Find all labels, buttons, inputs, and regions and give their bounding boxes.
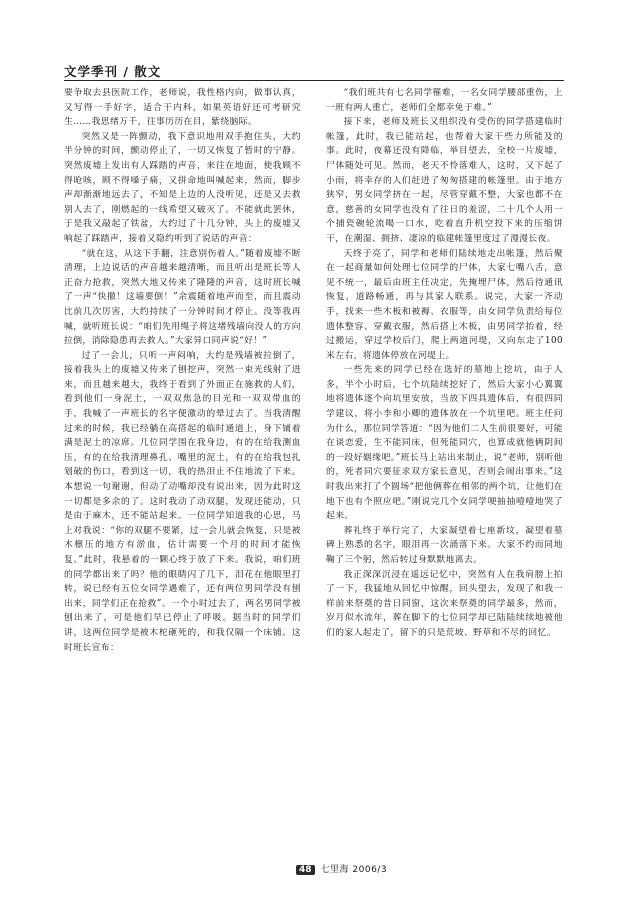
paragraph: 要争取去县医院工作，老师说，我性格内向，做事认真，又写得一手好字，适合干内科，如果英语好还可考研究生……我思绪万千，往事历历在目，紫绕脑际。	[64, 88, 301, 128]
footer-text: 七里海 2006/3	[320, 865, 388, 875]
page-footer	[296, 862, 387, 876]
paragraph: 天终于亮了，同学和老师们陆续地走出帐篷，然后聚在一起商量如何处理七位同学的尸体，大家七嘴八舌，意见不统一，最后由班主任决定，先掩埋尸体，然后待通讯恢复，道路畅通，再与其家人联系。说完，大家一齐动手，找来一些木板和被褥、衣服等，由女同学负责给每位遗体整容、穿戴衣服，然后搭上木板，由男同学抬着，经过搬运，穿过学校后门，爬上两道河堤，又向东走了100米左右，将遗体停放在河堤上。	[326, 248, 563, 361]
page-number: 48	[296, 865, 315, 875]
page-header	[64, 60, 564, 82]
paragraph: “就在这，从这下手翻，注意别伤着人。”随着废墟不断清理，上边说话的声音越来越清晰，而且听出是班长等人正奋力抢救，突然大地又传来了隆隆的声音，这时班长喊了一声“快撤！这墙要倒！”余震随着地声而至，而且震动比前几次厉害，大约持续了一分钟时间才停止。没等我再喊，就听班长说：“咱们先用绳子将这堵残墙向没人的方向拉倒，消除隐患再去救人。”大家异口同声说“好！”	[64, 248, 301, 347]
paragraph: 葬礼终于举行完了，大家凝望着七座新坟，凝望着墓碑上熟悉的名字，眼泪再一次涌落下来。大家不约而同地鞠了三个躬，然后转过身默默地离去。	[326, 525, 563, 565]
paragraph: 接下来，老师及班长又组织没有受伤的同学搭建临时帐篷，此时，我已能站起，也帮着大家干些力所能及的事。此时，夜幕还没有降临，举目望去，全校一片废墟，尸体随处可见。然而，老天不怜落难人，这时，又下起了小雨，将幸存的人们赶进了匆匆搭建的帐篷里。由于地方狭窄，男女同学挤在一起，尽管穿戴不整，大家也都不在意，慈善的女同学也没有了往日的羞涩，二十几个人用一个捕瓷碗轮流喝一口水，吃着直升机空投下来的压缩饼干，在潮湿、拥挤、凄凉的临建帐篷里度过了漫漫长夜。	[326, 117, 563, 244]
section-label: 文学季刊 / 散文	[64, 64, 162, 79]
paragraph: 一些先来的同学已经在选好的墓地上挖坑，由于人多，半个小时后，七个坑陆续挖好了，然后大家小心翼翼地将遗体逐个向坑里安放，当放下四具遗体后，有很四同学建议，将小李和小卿的遗体放在一个坑里吧。班主任问为什么，那位同学答道：“因为他们二人生前很要好，可能在谈恋爱，生不能同床，但死能同穴，也算成就他俩阴间的一段好姻缘吧。”班长马上站出来制止，说“老师，别听他的，死者同穴要征求双方家长意见，否则会闹出事来。”这时我出来打了个圆场“把他俩葬在相邻的两个坑，让他们在地下也有个照应吧。”刚说完几个女同学哽抽抽噎噎地哭了起来。	[326, 365, 563, 522]
left-column	[64, 86, 301, 846]
right-column	[326, 86, 563, 846]
paragraph: “我们班共有七名同学罹难，一名女同学腰部重伤，上一班有两人重亡，老师们全都幸免于难。”	[326, 88, 563, 113]
paragraph: 突然又是一阵颤动，我下意识地用双手抱住头，大约半分钟的时间，颤动停止了，一切又恢复了暂时的宁静。突然废墟上发出有人踩踏的声音，来往在地面，使我顾不得呛咳，顾不得嗓子痛，又拼命地叫喊起来，然而，脚步声却渐渐地远去了，不知是上边的人没听见，还是又去救别人去了，刚燃起的一线希望又破灭了。不能就此罢休，于是我又敲起了铁盆，大约过了十几分钟，头上的废墟又响起了踩踏声，接着又隐约听到了说话的声音：	[64, 131, 301, 244]
header-rule	[64, 80, 564, 81]
paragraph: 我正深深沉浸在遥远记忆中，突然有人在我肩膀上拍了一下，我猛地从回忆中惊醒，回头望去，发现了和我一样前来祭奠的昔日同窗，这次来祭奠的同学最多，然而，岁月似水流年，葬在脚下的七位同学却已陆陆续续地被他们的家人起走了，留下的只是荒坡、野草和不尽的回忆。	[326, 569, 563, 638]
paragraph: 过了一会儿，只听一声闷响，大约是残墙被拉倒了，接着我头上的废墟又传来了刨挖声，突然一束光线射了进来，而且越来越大，我终于看到了外面正在施救的人们，看到他们一身泥土，一双双焦急的目光和一双双带血的手，我喊了一声班长的名字便激动的晕过去了。当我清醒过来的时候，我已经躺在高搭起的临时通道上，身下铺着满是泥土的凉席。几位同学围在我身边，有的在给我测血压，有的在给我清理鼻孔、嘴里的泥土，有的在给我包扎划破的伤口，看到这一切，我的热泪止不住地流了下来。本想说一句谢谢，但动了动嘴却没有说出来，因为此时这一切都是多余的了。这时我动了动双腿，发现还能动，只是由于麻木，还不能站起来。一位同学知道我的心思，马上对我说：“你的双腿不要紧，过一会儿就会恢复，只是被木檩压的地方有淤血，估计需要一个月的时间才能恢复。”此时，我悬着的一颗心终于放了下来。我说，咱们班的同学都出来了吗？他的眼睛闪了几下，泪花在他眼里打转，说已经有五位女同学遇难了，还有两位男同学没有刨出来，同学们正在抢救”。一个小时过去了，两名男同学被刨出来了，可是他们早已停止了呼吸。据当时的同学们讲，这两位同学是被木柁砸死的，和我仅隔一个床铺。这时班长宣布：	[64, 350, 301, 653]
